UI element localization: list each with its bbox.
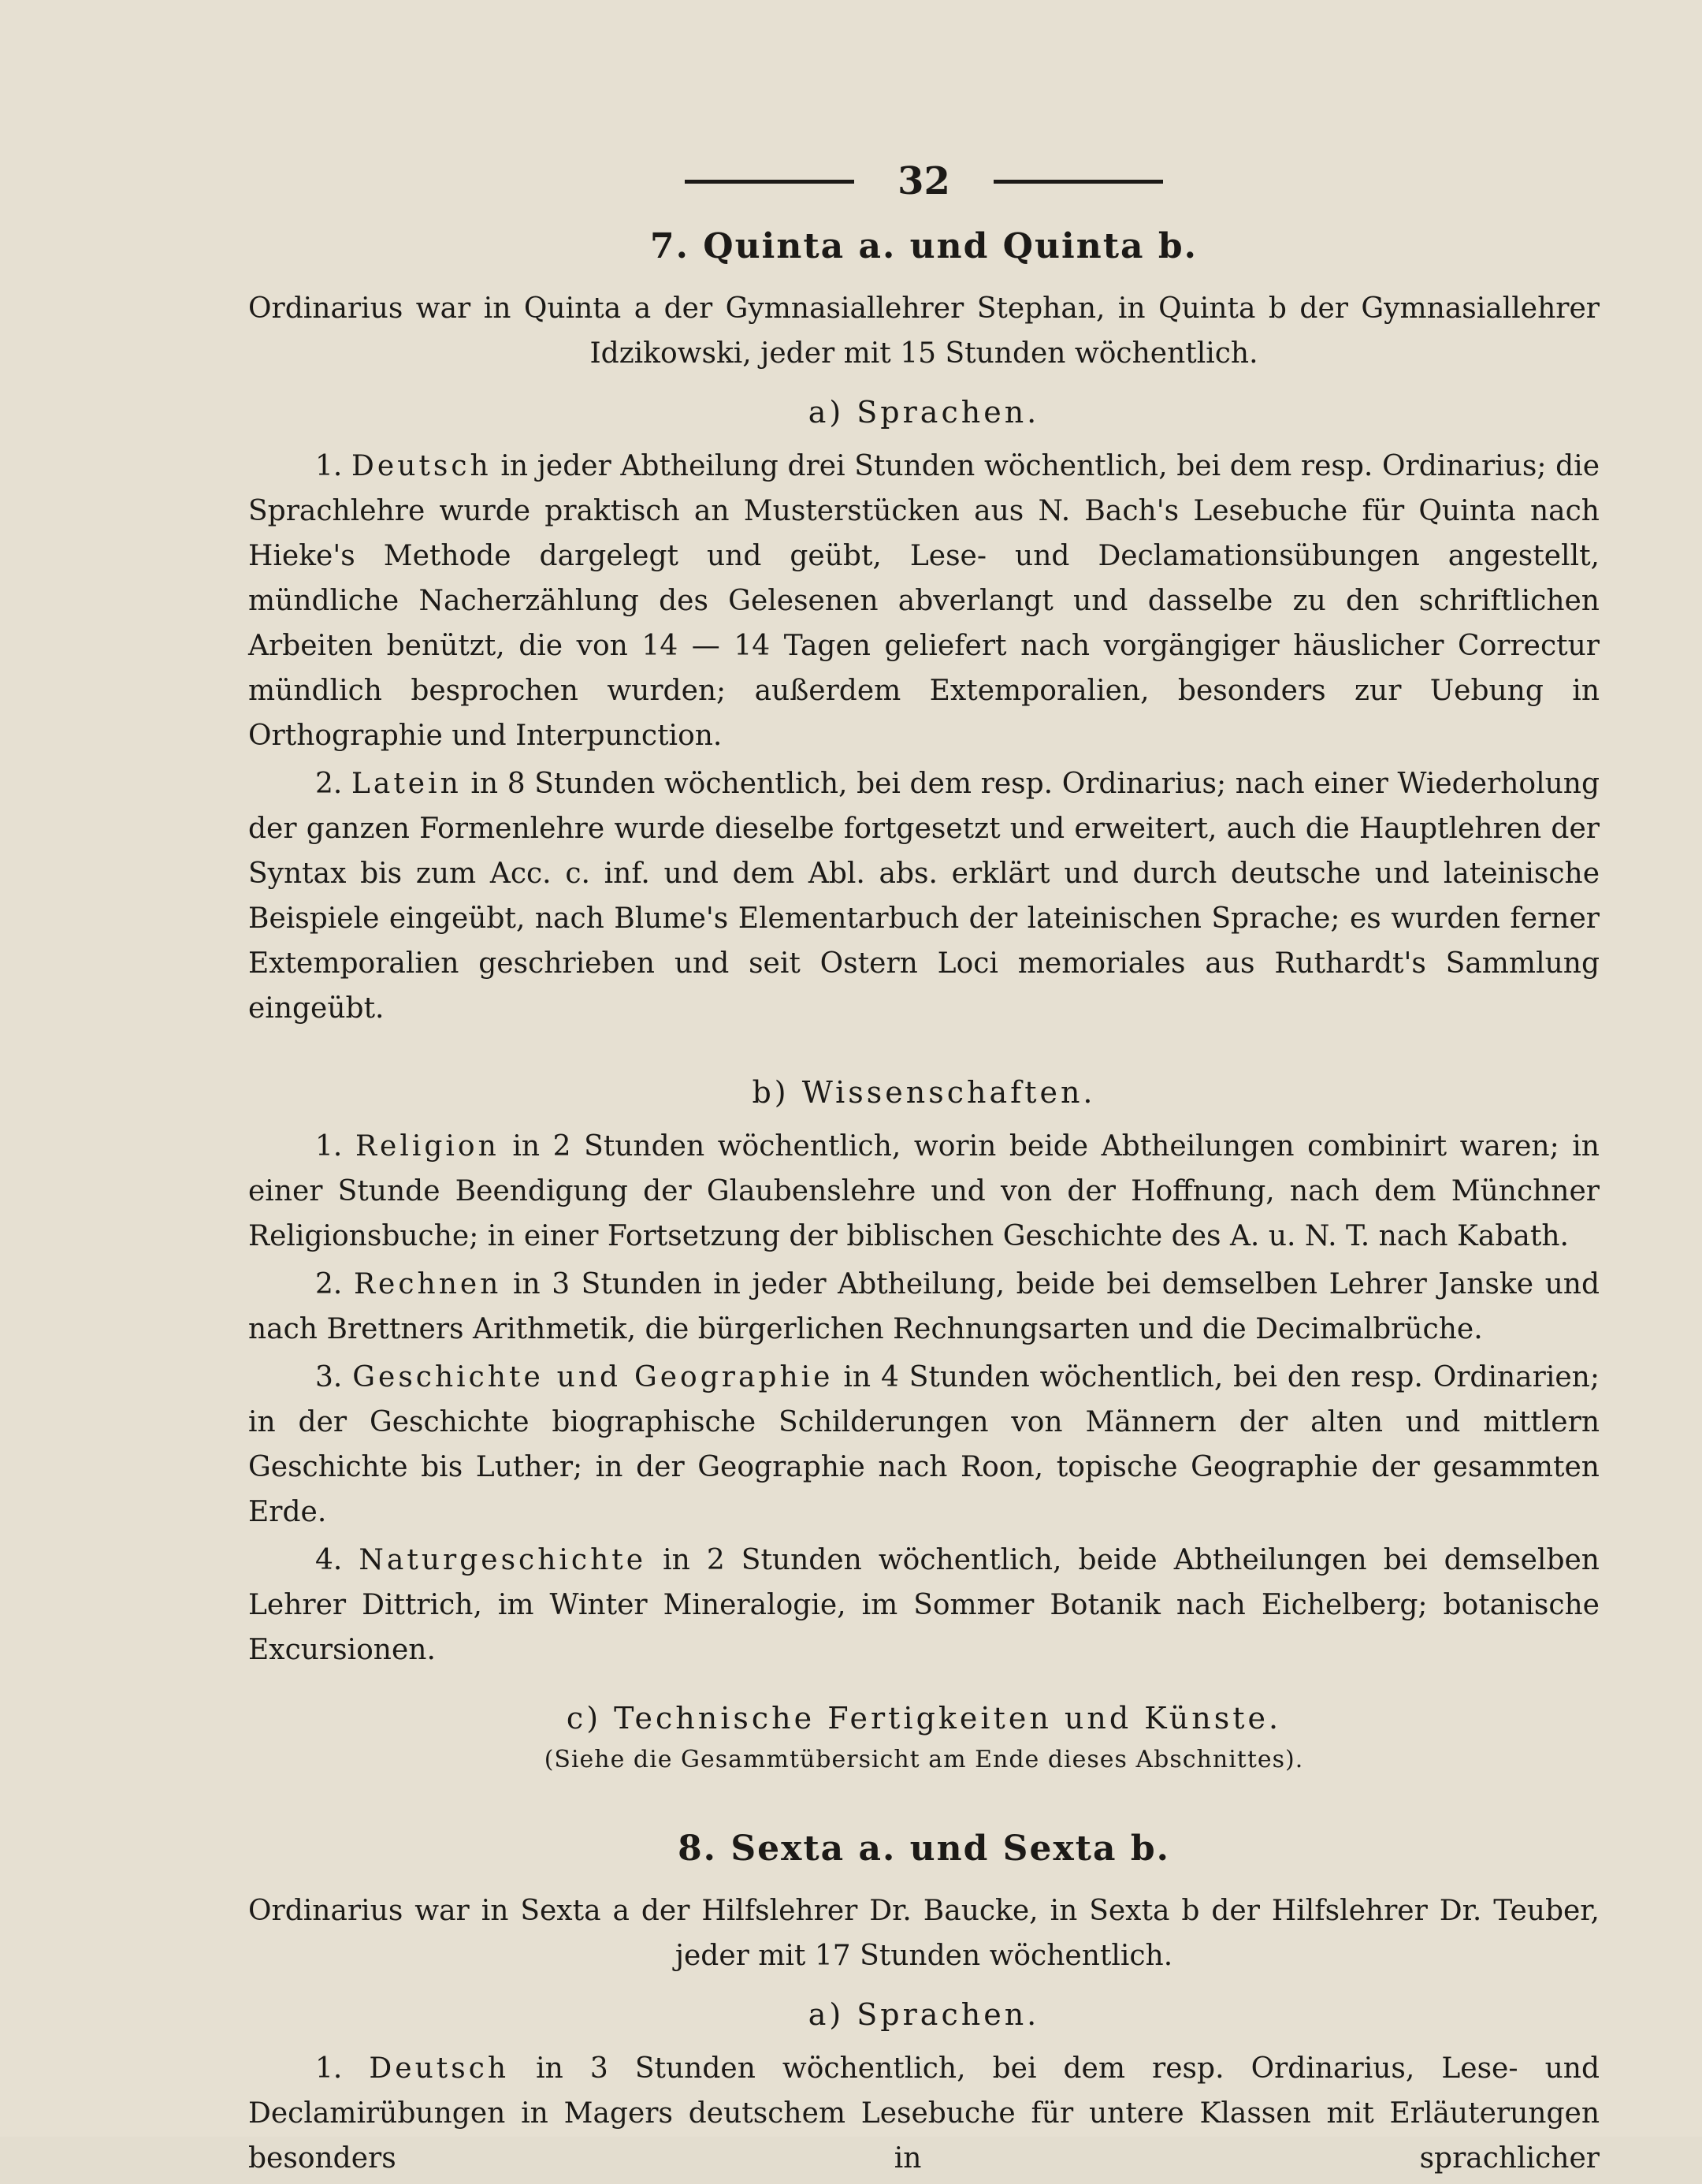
section-8-deutsch-paragraph (248, 2046, 1600, 2181)
header-rule-right (994, 180, 1163, 184)
subject-term: Latein (351, 768, 462, 800)
item-number: 1. (315, 1130, 343, 1163)
paragraph-text: in jeder Abtheilung drei Stunden wöchentlich, bei dem resp. Ordinarius; die Sprachlehre wurde praktisch an Musterstücken aus N. Bach's Lesebuche für Quinta nach Hieke's Methode dargelegt und geübt, Lese- und Declamationsübungen angestellt, mündliche Nacherzählung des Gelesenen abverlangt und dasselbe zu den schriftlichen Arbeiten benützt, die von 14 — 14 Tagen geliefert nach vorgängiger häuslicher Correctur mündlich besprochen wurden; außerdem Extemporalien, besonders zur Uebung in Orthographie und Interpunction. (248, 450, 1600, 752)
item-number: 3. (315, 1361, 343, 1393)
subject-term: Deutsch (351, 450, 492, 482)
section-7-intro: Ordinarius war in Quinta a der Gymnasiallehrer Stephan, in Quinta b der Gymnasiallehrer Idzikowski, jeder mit 15 Stunden wöchentlich. (248, 292, 1600, 370)
page-header (248, 154, 1600, 209)
section-7-geschichte-paragraph (248, 1355, 1600, 1535)
section-7-latein-paragraph (248, 761, 1600, 1031)
subject-term: Religion (355, 1130, 500, 1163)
section-7-naturgeschichte-paragraph (248, 1538, 1600, 1672)
item-number: 1. (315, 2052, 343, 2085)
paragraph-text: in 4 Stunden wöchentlich, bei den resp. Ordinarien; in der Geschichte biographische Schilderungen von Männern der alten und mittlern Geschichte bis Luther; in der Geographie nach Roon, topische Geographie der gesammten Erde. (248, 1361, 1600, 1528)
section-8-intro: Ordinarius war in Sexta a der Hilfslehrer Dr. Baucke, in Sexta b der Hilfslehrer Dr. Teuber, jeder mit 17 Stunden wöchentlich. (248, 1895, 1600, 1972)
paragraph-text: in 2 Stunden wöchentlich, beide Abtheilungen bei demselben Lehrer Dittrich, im Winter Mineralogie, im Sommer Botanik nach Eichelberg; botanische Excursionen. (248, 1544, 1600, 1666)
section-8-title: 8. Sexta a. und Sexta b. (678, 1829, 1170, 1869)
paragraph-text: in 3 Stunden in jeder Abtheilung, beide bei demselben Lehrer Janske und nach Brettners Arithmetik, die bürgerlichen Rechnungsarten und die Decimalbrüche. (248, 1268, 1600, 1345)
section-7-deutsch-paragraph (248, 444, 1600, 758)
paragraph-text: in 8 Stunden wöchentlich, bei dem resp. Ordinarius; nach einer Wiederholung der ganzen Formenlehre wurde dieselbe fortgesetzt und erweitert, auch die Hauptlehren der Syntax bis zum Acc. c. inf. und dem Abl. abs. erklärt und durch deutsche und lateinische Beispiele eingeübt, nach Blume's Elementarbuch der lateinischen Sprache; es wurden ferner Extemporalien geschrieben und seit Ostern Loci memoriales aus Ruthardt's Sammlung eingeübt. (248, 768, 1600, 1025)
section-7-rechnen-paragraph (248, 1262, 1600, 1352)
item-number: 2. (315, 1268, 343, 1300)
paragraph-text: in 2 Stunden wöchentlich, worin beide Abtheilungen combinirt waren; in einer Stunde Beendigung der Glaubenslehre und von der Hoffnung, nach dem Münchner Religionsbuche; in einer Fortsetzung der biblischen Geschichte des A. u. N. T. nach Kabath. (248, 1130, 1600, 1252)
subject-term: Geschichte und Geographie (352, 1361, 834, 1393)
subject-term: Rechnen (353, 1268, 502, 1300)
section-7-sprachen-heading: a) Sprachen. (808, 395, 1040, 430)
header-rule-left (685, 180, 854, 184)
subject-term: Naturgeschichte (359, 1544, 647, 1576)
item-number: 4. (315, 1544, 343, 1576)
paragraph-text: in 3 Stunden wöchentlich, bei dem resp. Ordinarius, Lese- und Declamirübungen in Magers deutschem Lesebuche für untere Klassen mit Erläuterungen besonders in sprachlicher (248, 2052, 1600, 2175)
item-number: 1. (315, 450, 343, 482)
section-8-sprachen-heading: a) Sprachen. (808, 1997, 1040, 2032)
section-7-religion-paragraph (248, 1124, 1600, 1259)
item-number: 2. (315, 768, 343, 800)
section-7-technische-heading: c) Technische Fertigkeiten und Künste. (566, 1701, 1282, 1736)
section-7-title: 7. Quinta a. und Quinta b. (650, 226, 1198, 266)
subject-term: Deutsch (369, 2052, 510, 2085)
section-7-wissenschaften-heading: b) Wissenschaften. (752, 1075, 1096, 1110)
section-7-technische-note: (Siehe die Gesammtübersicht am Ende dieses Abschnittes). (544, 1746, 1304, 1773)
page-number: 32 (897, 159, 950, 203)
page-content (248, 154, 1600, 2184)
